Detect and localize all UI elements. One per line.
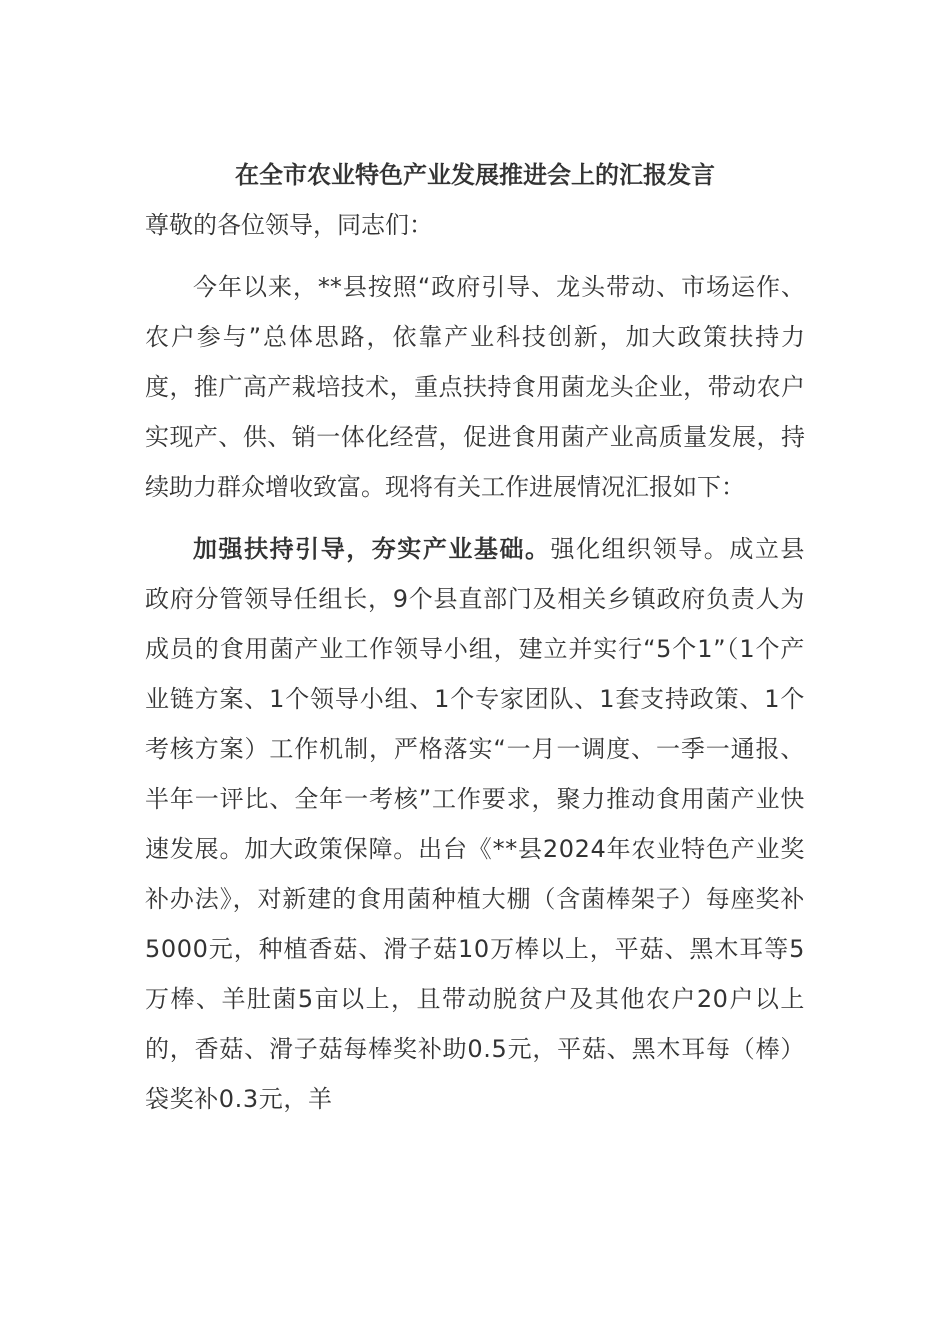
section-heading-support-guidance: 加强扶持引导，夯实产业基础。 [193,535,551,563]
greeting-line: 尊敬的各位领导，同志们： [145,211,433,239]
intro-paragraph [145,262,805,512]
document-title: 在全市农业特色产业发展推进会上的汇报发言 [235,161,715,189]
support-guidance-paragraph [145,524,805,1124]
intro-paragraph-text: 今年以来，**县按照“政府引导、龙头带动、市场运作、农户参与”总体思路，依靠产业科技创新，加大政策扶持力度，推广高产栽培技术，重点扶持食用菌龙头企业，带动农户实现产、供、销一体化经营，促进食用菌产业高质量发展，持续助力群众增收致富。现将有关工作进展情况汇报如下： [145,273,805,501]
support-guidance-paragraph-text: 强化组织领导。成立县政府分管领导任组长，9个县直部门及相关乡镇政府负责人为成员的食用菌产业工作领导小组，建立并实行“5个1”（1个产业链方案、1个领导小组、1个专家团队、1套支持政策、1个考核方案）工作机制，严格落实“一月一调度、一季一通报、半年一评比、全年一考核”工作要求，聚力推动食用菌产业快速发展。加大政策保障。出台《**县2024年农业特色产业奖补办法》，对新建的食用菌种植大棚（含菌棒架子）每座奖补5000元，种植香菇、滑子菇10万棒以上，平菇、黑木耳等5万棒、羊肚菌5亩以上，且带动脱贫户及其他农户20户以上的，香菇、滑子菇每棒奖补助0.5元，平菇、黑木耳每（棒）袋奖补0.3元，羊 [145,535,805,1113]
document-body [145,150,805,1136]
